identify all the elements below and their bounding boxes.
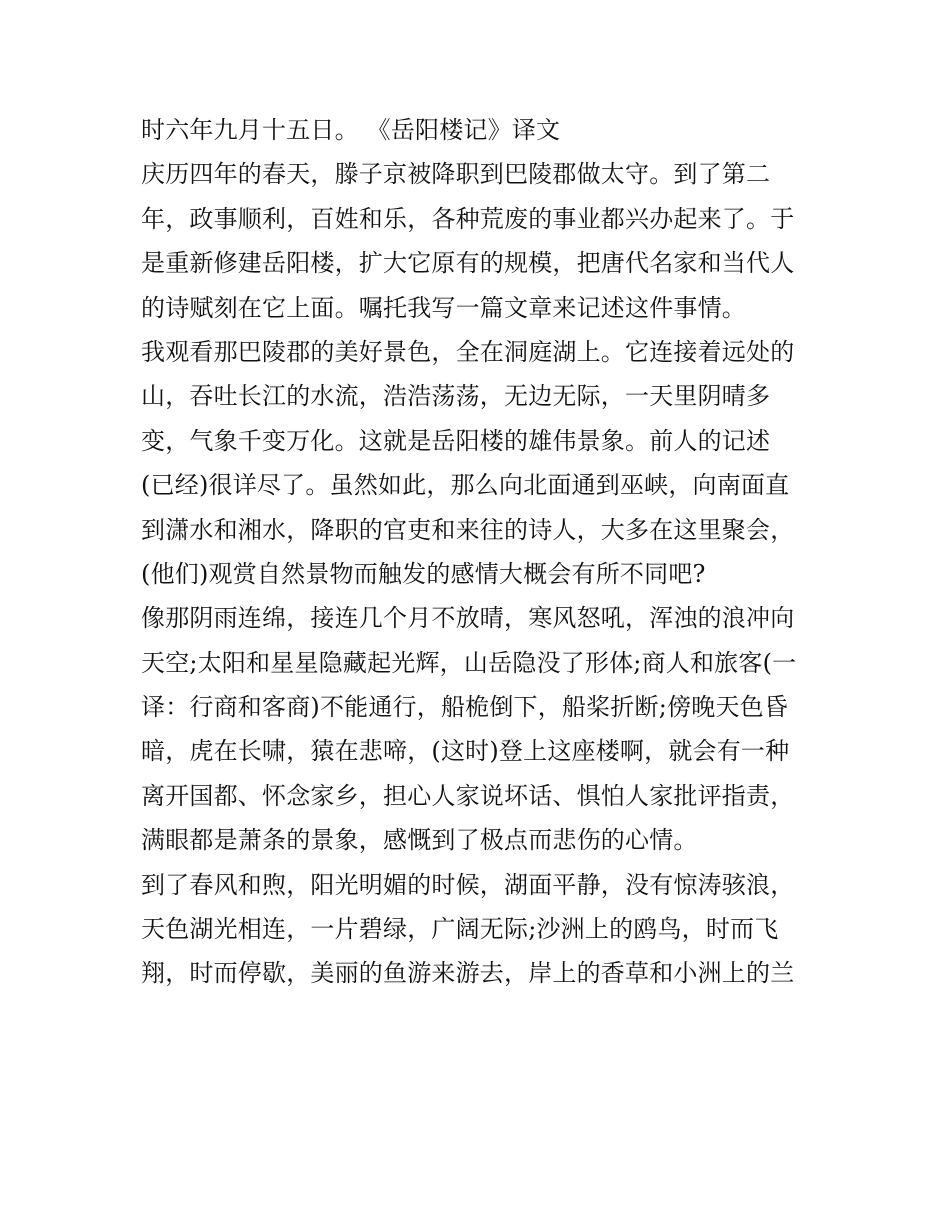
document-body	[141, 108, 831, 996]
text-line: 山，吞吐长江的水流，浩浩荡荡，无边无际，一天里阴晴多	[141, 382, 771, 411]
text-line: 变，气象千变万化。这就是岳阳楼的雄伟景象。前人的记述	[141, 426, 771, 455]
text-line: (他们)观赏自然景物而触发的感情大概会有所不同吧?	[141, 559, 706, 588]
text-line: 满眼都是萧条的景象，感慨到了极点而悲伤的心情。	[141, 826, 698, 855]
text-line: 庆历四年的春天，滕子京被降职到巴陵郡做太守。到了第二	[141, 160, 771, 189]
text-line: 翔，时而停歇，美丽的鱼游来游去，岸上的香草和小洲上的兰	[141, 959, 795, 988]
text-line: 像那阴雨连绵，接连几个月不放晴，寒风怒吼，浑浊的浪冲向	[141, 604, 795, 633]
text-line: 暗，虎在长啸，猿在悲啼，(这时)登上这座楼啊，就会有一种	[141, 737, 790, 766]
text-line: 年，政事顺利，百姓和乐，各种荒废的事业都兴办起来了。于	[141, 204, 795, 233]
text-line: 译：行商和客商)不能通行，船桅倒下，船桨折断;傍晚天色昏	[141, 693, 789, 722]
text-line: (已经)很详尽了。虽然如此，那么向北面通到巫峡，向南面直	[141, 471, 790, 500]
text-line: 离开国都、怀念家乡，担心人家说坏话、惧怕人家批评指责，	[141, 781, 795, 810]
text-line: 天空;太阳和星星隐藏起光辉，山岳隐没了形体;商人和旅客(一	[141, 648, 797, 677]
text-line: 天色湖光相连，一片碧绿，广阔无际;沙洲上的鸥鸟，时而飞	[141, 915, 779, 944]
text-line: 我观看那巴陵郡的美好景色，全在洞庭湖上。它连接着远处的	[141, 337, 795, 366]
text-line: 时六年九月十五日。 《岳阳楼记》译文	[141, 116, 561, 144]
text-line: 到了春风和煦，阳光明媚的时候，湖面平静，没有惊涛骇浪，	[141, 870, 795, 899]
text-line: 的诗赋刻在它上面。嘱托我写一篇文章来记述这件事情。	[141, 293, 746, 322]
text-line: 是重新修建岳阳楼，扩大它原有的规模，把唐代名家和当代人	[141, 249, 795, 278]
text-line: 到潇水和湘水，降职的官吏和来往的诗人，大多在这里聚会，	[141, 515, 795, 544]
